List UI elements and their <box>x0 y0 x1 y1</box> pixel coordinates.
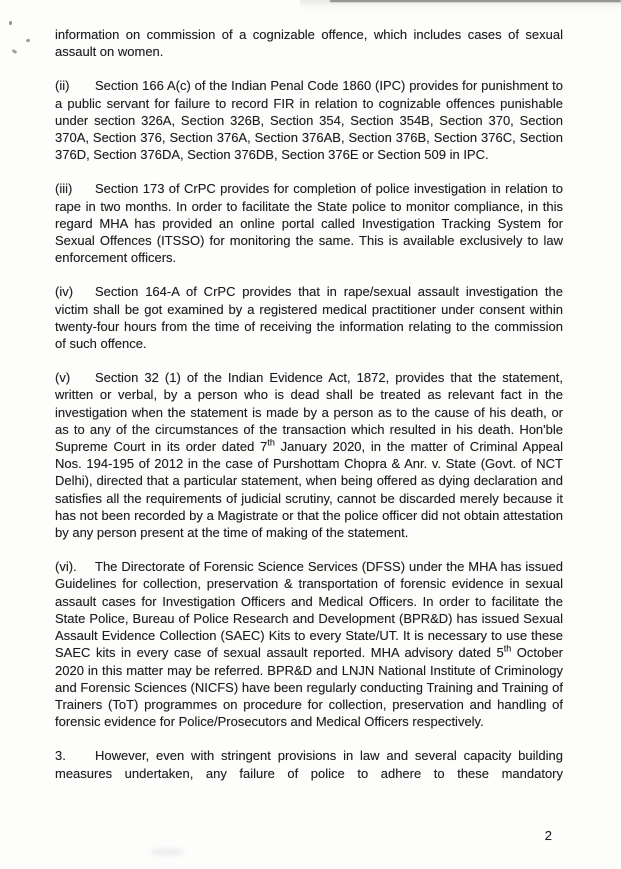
para-iii <box>55 180 563 266</box>
paragraph-text: Section 164-A of CrPC provides that in rape/sexual assault investigation the victim shall be got examined by a registered medical practitioner under consent within twenty-four hours from the time of receiving the information relating to the commission of such offence. <box>55 284 563 352</box>
paragraph-text: Section 32 (1) of the Indian Evidence Act, 1872, provides that the statement, written or verbal, by a person who is dead shall be treated as relevant fact in the investigation when the statement is made by a person as to the cause of his death, or as to any of the circumstances of the transaction which resulted in his death. Hon'ble Supreme Court in its order dated 7 <box>55 370 563 455</box>
para-v <box>55 369 563 541</box>
paragraph-label: (iii) <box>55 181 73 197</box>
ordinal-superscript: th <box>503 643 512 654</box>
paragraph-label: 3. <box>55 748 66 764</box>
para-ii <box>55 77 563 163</box>
paragraph-text: Section 166 A(c) of the Indian Penal Code 1860 (IPC) provides for punishment to a public servant for failure to record FIR in relation to cognizable offences punishable under section 326A, Section 326B, Section 354, Section 354B, Section 370, Section 370A, Section 376, Section 376A, Section 376AB, Section 376B, Section 376C, Section 376D, Section 376DA, Section 376DB, Section 376E or Section 509 in IPC. <box>55 78 563 163</box>
paragraph-text: The Directorate of Forensic Science Services (DFSS) under the MHA has issued Guidelines for collection, preservation & transportation of forensic evidence in sexual assault cases for Investigation Officers and Medical Officers. In order to facilitate the State Police, Bureau of Police Research and Development (BPR&D) has issued Sexual Assault Evidence Collection (SAEC) Kits to every State/UT. It is necessary to use these SAEC kits in every case of sexual assault reported. MHA advisory dated 5 <box>55 559 563 661</box>
para-iv <box>55 283 563 352</box>
paragraph-text: information on commission of a cognizable offence, which includes cases of sexual assault on women. <box>55 27 563 60</box>
ordinal-superscript: th <box>267 437 275 448</box>
paragraph-label: (ii) <box>55 78 70 94</box>
paragraph-text: October 2020 in this matter may be referred. BPR&D and LNJN National Institute of Criminology and Forensic Sciences (NICFS) have been regularly conducting Training and Training of Trainers (ToT) programmes on procedure for collection, preservation and handling of forensic evidence for Police/Prosecutors and Medical Officers respectively. <box>55 645 563 730</box>
paragraph-text: January 2020, in the matter of Criminal Appeal Nos. 194-195 of 2012 in the case of Purshottam Chopra & Anr. v. State (Govt. of NCT Delhi), directed that a particular statement, when being offered as dying declaration and satisfies all the requirements of judicial scrutiny, cannot be discarded merely because it has not been recorded by a Magistrate or that the police officer did not obtain attestation by any person present at the time of making of the statement. <box>55 439 564 541</box>
scan-edge-artifact <box>330 0 621 2</box>
paragraph-label: (v) <box>55 370 71 386</box>
page-number: 2 <box>544 828 552 843</box>
paragraph-text: Section 173 of CrPC provides for completion of police investigation in relation to rape in two months. In order to facilitate the State police to monitor compliance, in this regard MHA has provided an online portal called Investigation Tracking System for Sexual Offences (ITSSO) for monitoring the same. This is available exclusively to law enforcement officers. <box>55 181 563 266</box>
para-vi <box>55 558 563 730</box>
scan-smudge <box>150 848 184 856</box>
scan-speck <box>26 38 31 42</box>
paragraph-label: (iv) <box>55 284 74 300</box>
paragraph-text: However, even with stringent provisions in law and several capacity building measures undertaken, any failure of police to adhere to these mandatory <box>55 748 563 781</box>
scan-speck <box>12 49 18 54</box>
scan-speck <box>9 21 12 25</box>
page-text <box>55 26 563 799</box>
para-continuation <box>55 26 563 60</box>
paragraph-label: (vi). <box>55 559 77 575</box>
para-3 <box>55 747 563 781</box>
